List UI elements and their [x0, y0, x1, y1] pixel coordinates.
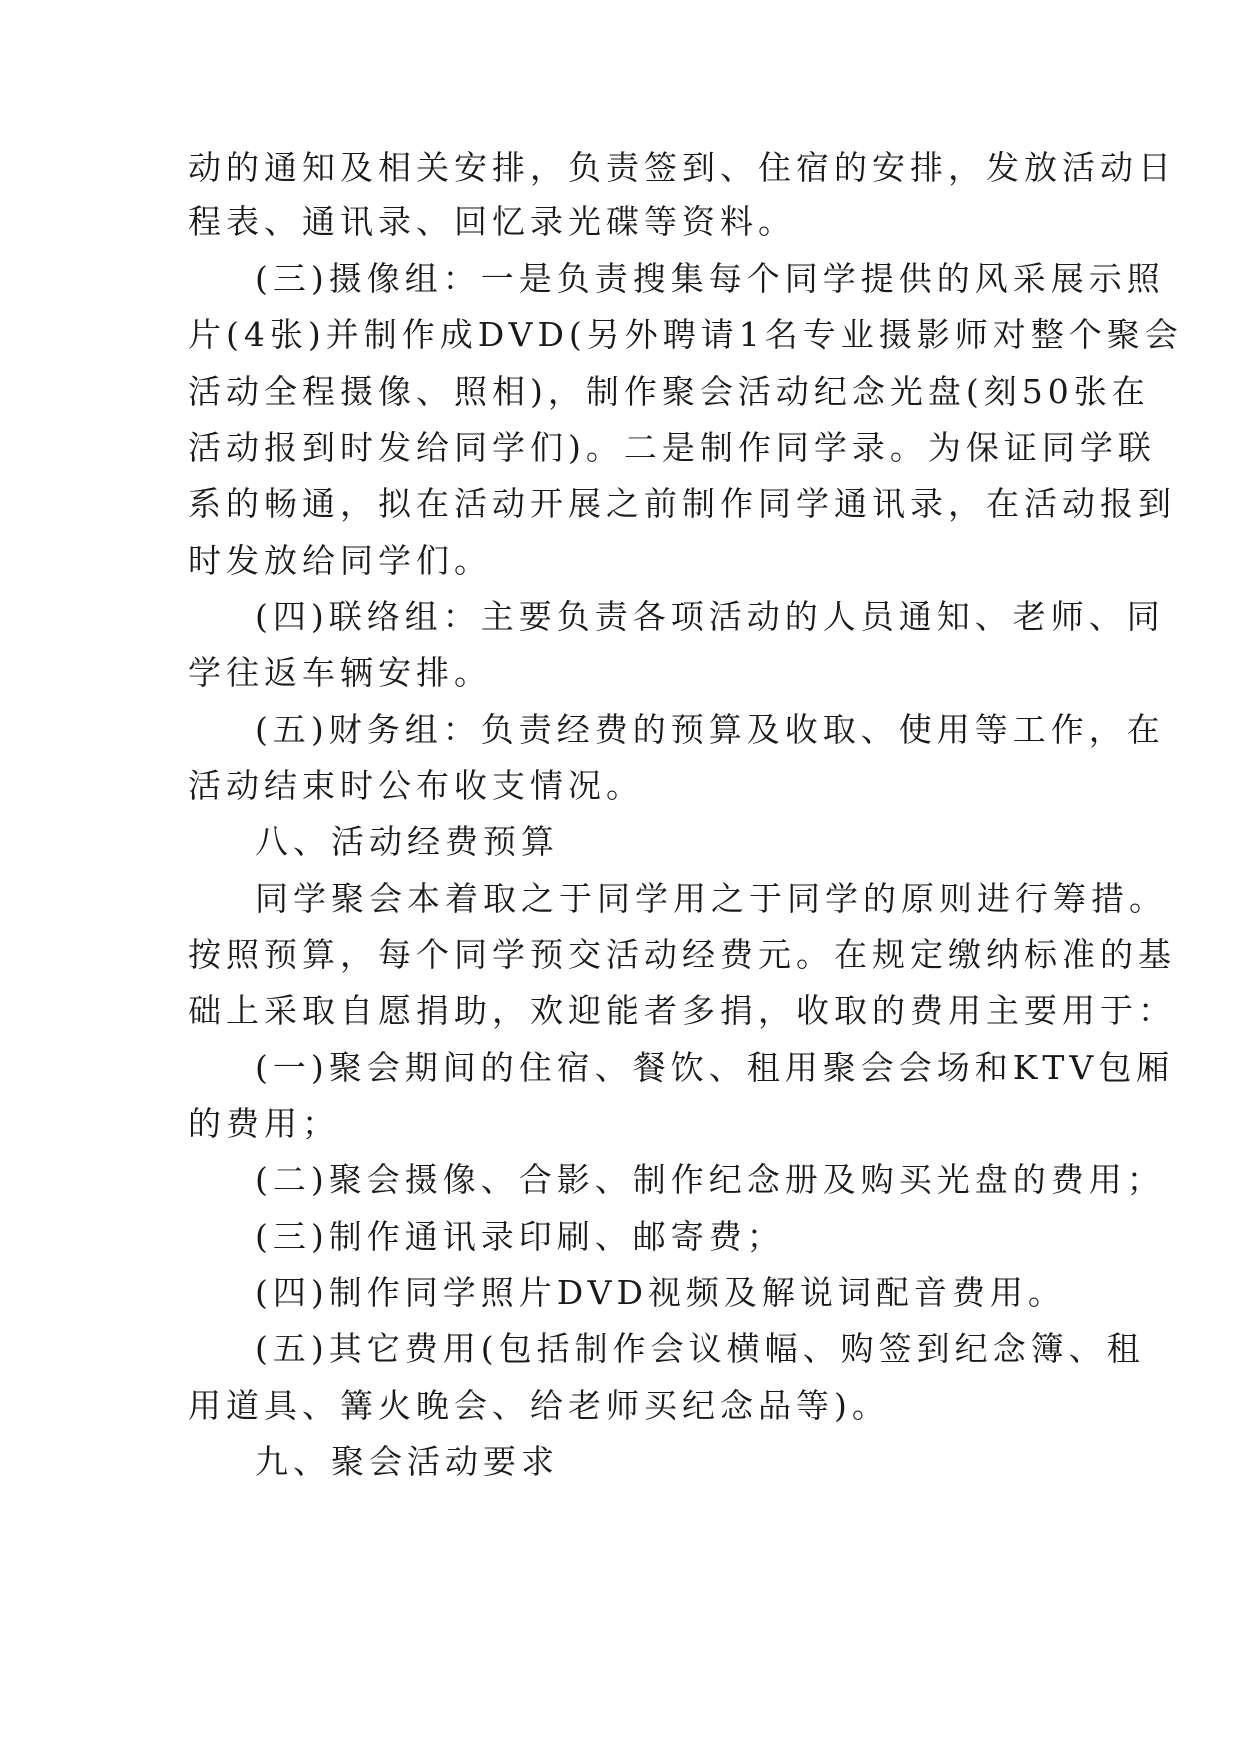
text-line-4: 片(4张)并制作成DVD(另外聘请1名专业摄影师对整个聚会 — [188, 315, 1183, 354]
text-line-3: (三)摄像组：一是负责搜集每个同学提供的风采展示照 — [255, 259, 1165, 298]
text-line-15: 按照预算，每个同学预交活动经费元。在规定缴纳标准的基 — [188, 935, 1176, 974]
text-line-14: 同学聚会本着取之于同学用之于同学的原则进行筹措。 — [255, 879, 1167, 918]
section-heading-9: 九、聚会活动要求 — [255, 1442, 559, 1481]
text-line-17: (一)聚会期间的住宿、餐饮、租用聚会会场和KTV包厢 — [255, 1048, 1175, 1087]
text-line-9: (四)联络组：主要负责各项活动的人员通知、老师、同 — [255, 597, 1165, 636]
text-line-20: (三)制作通讯录印刷、邮寄费； — [255, 1217, 785, 1256]
text-line-2: 程表、通讯录、回忆录光碟等资料。 — [188, 202, 796, 241]
text-line-11: (五)财务组：负责经费的预算及收取、使用等工作，在 — [255, 710, 1165, 749]
text-line-21: (四)制作同学照片DVD视频及解说词配音费用。 — [255, 1273, 1066, 1312]
text-line-19: (二)聚会摄像、合影、制作纪念册及购买光盘的费用； — [255, 1160, 1165, 1199]
text-line-6: 活动报到时发给同学们)。二是制作同学录。为保证同学联 — [188, 428, 1156, 467]
text-line-23: 用道具、篝火晚会、给老师买纪念品等)。 — [188, 1386, 890, 1425]
text-line-1: 动的通知及相关安排，负责签到、住宿的安排，发放活动日 — [188, 148, 1176, 187]
text-line-12: 活动结束时公布收支情况。 — [188, 766, 644, 805]
text-line-8: 时发放给同学们。 — [188, 541, 492, 580]
text-line-10: 学往返车辆安排。 — [188, 653, 492, 692]
section-heading-8: 八、活动经费预算 — [255, 822, 559, 861]
text-line-16: 础上采取自愿捐助，欢迎能者多捐，收取的费用主要用于： — [188, 991, 1176, 1030]
text-line-18: 的费用； — [188, 1104, 340, 1143]
text-line-7: 系的畅通，拟在活动开展之前制作同学通讯录，在活动报到 — [188, 484, 1176, 523]
text-line-5: 活动全程摄像、照相)，制作聚会活动纪念光盘(刻50张在 — [188, 372, 1150, 411]
text-line-22: (五)其它费用(包括制作会议横幅、购签到纪念簿、租 — [255, 1329, 1145, 1368]
